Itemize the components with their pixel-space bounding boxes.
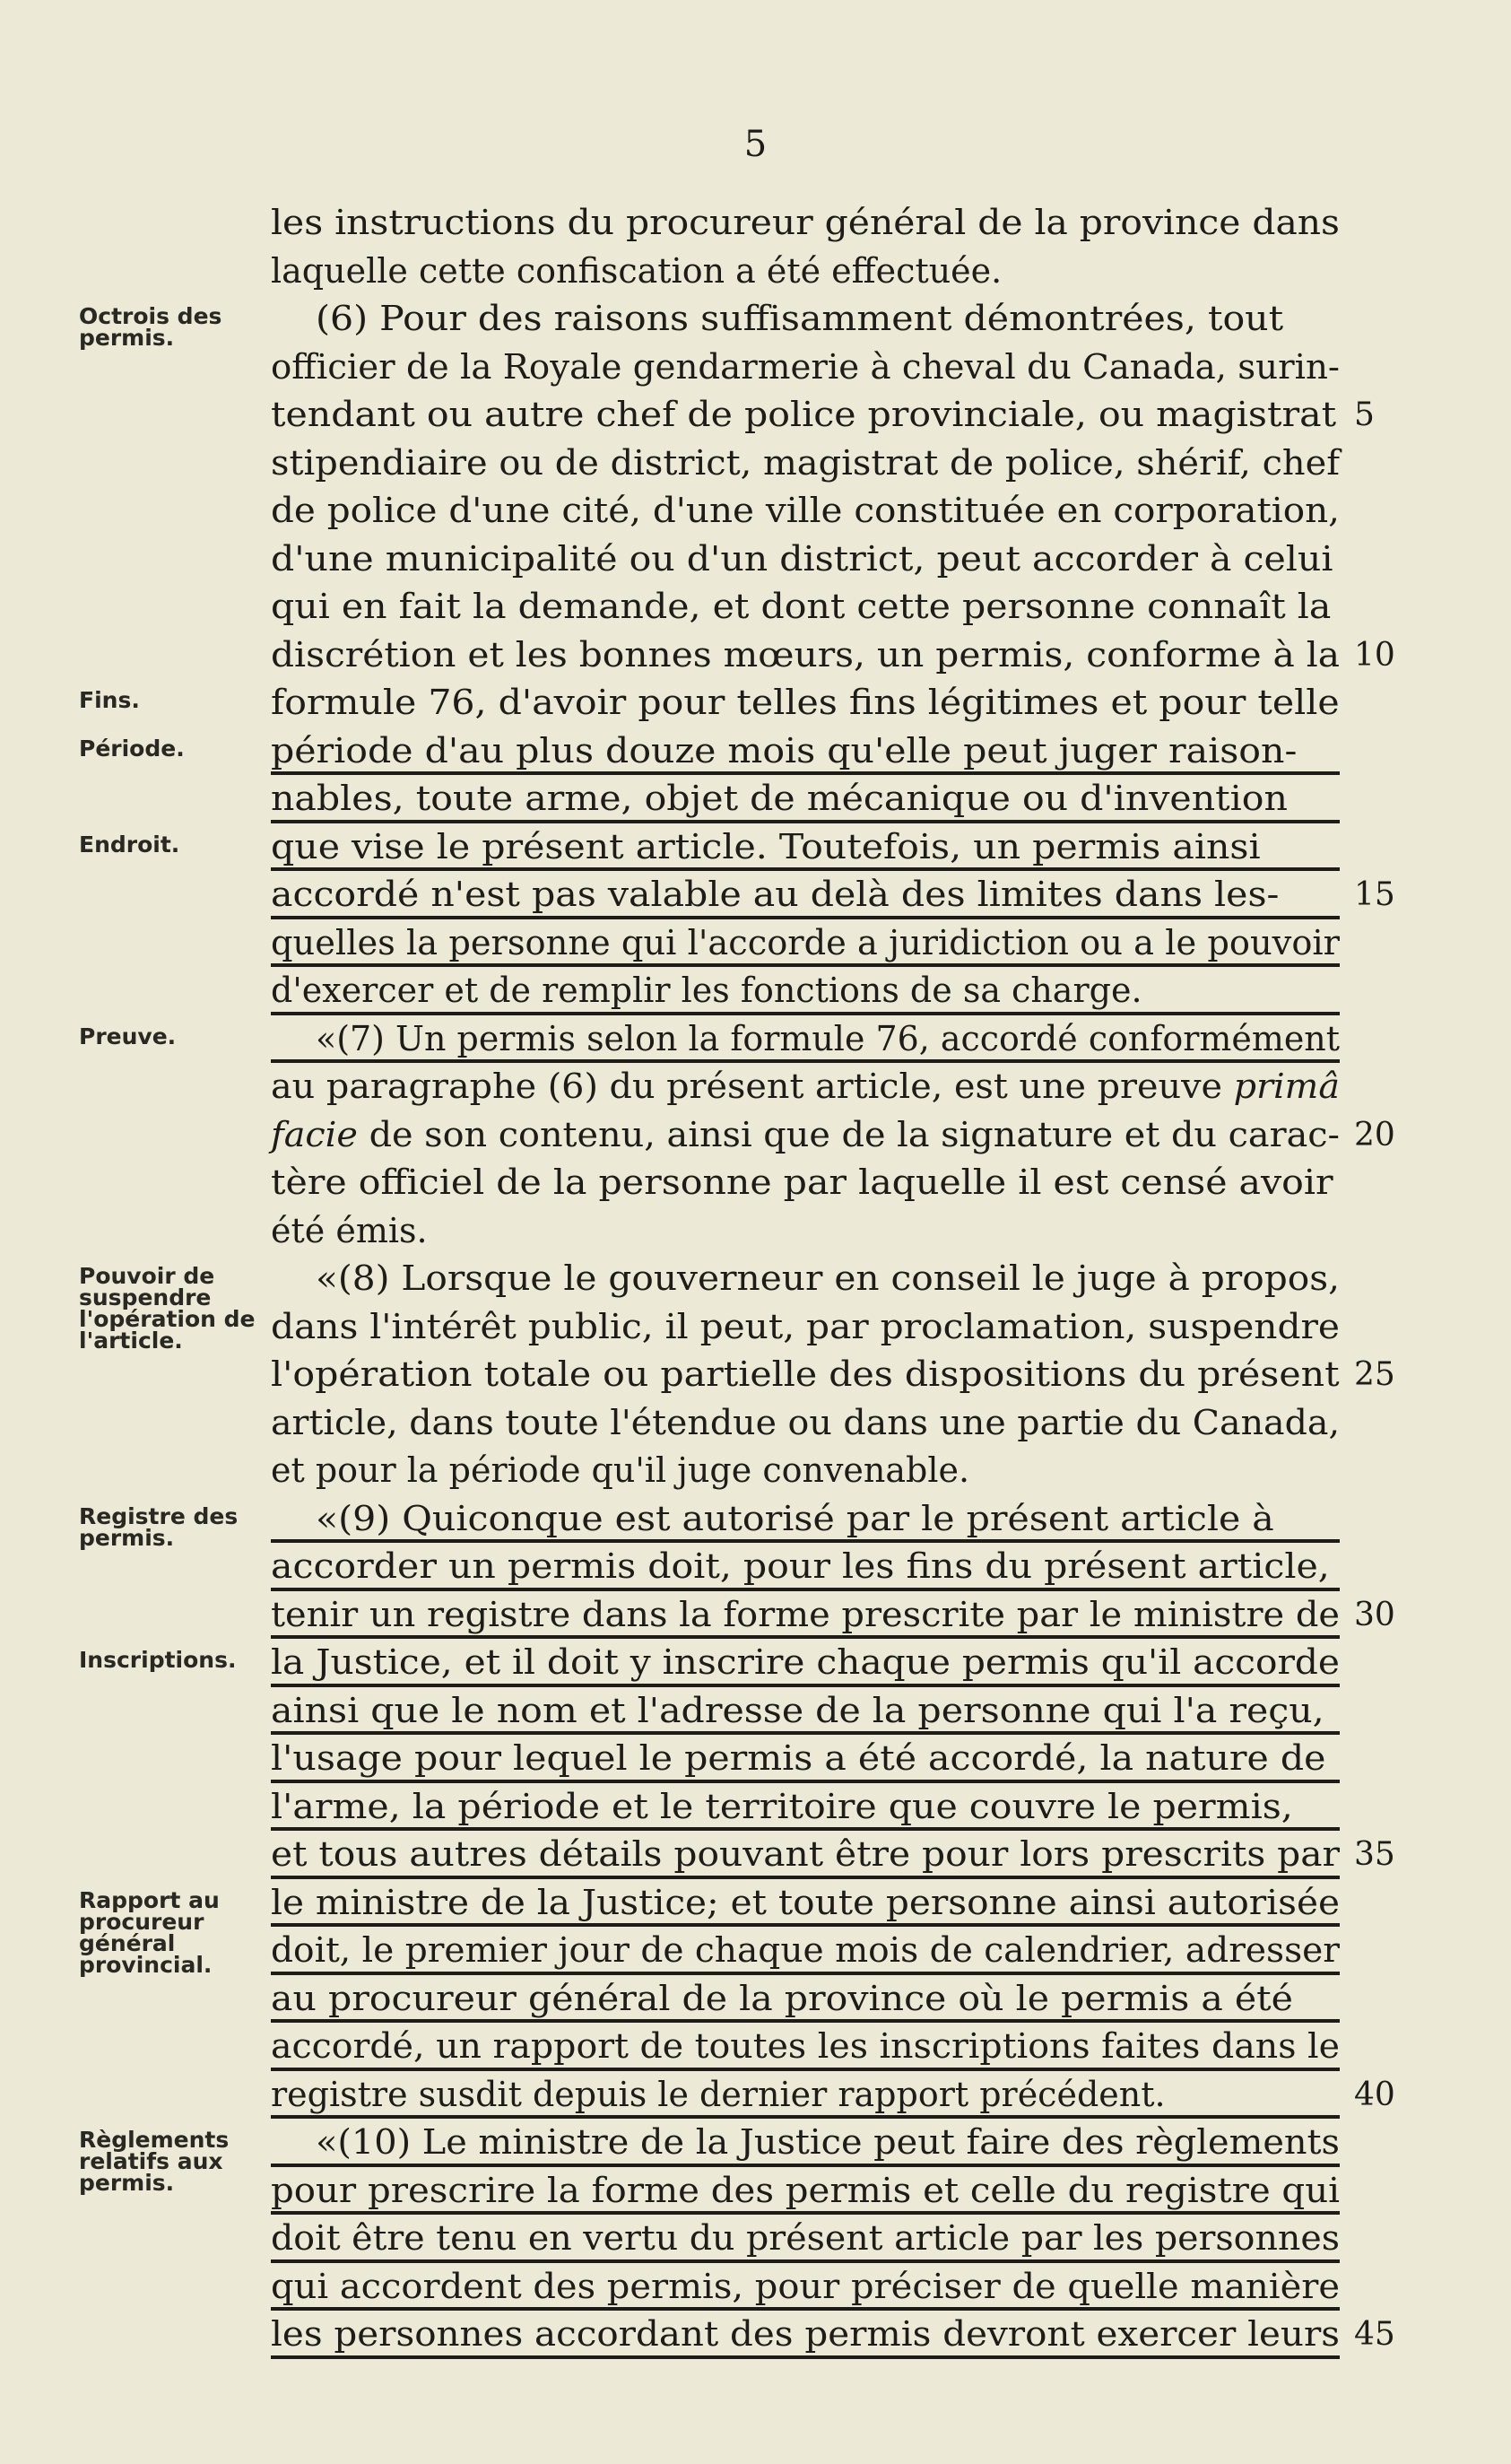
text-line <box>271 1447 1340 1495</box>
margin-note: Pouvoir de suspendre l'opération de l'article. <box>79 1263 256 1354</box>
text-line-content: et pour la période qu'il juge convenable. <box>271 1450 970 1490</box>
text-line <box>271 1879 1340 1928</box>
text-line <box>271 1735 1340 1783</box>
text-line-content: accordé n'est pas valable au delà des limites dans les- <box>271 875 1280 914</box>
text-line-content: (6) Pour des raisons suffisamment démontrées, tout <box>316 299 1284 338</box>
text-line <box>271 199 1340 248</box>
text-line <box>271 1303 1340 1352</box>
text-line-content: discrétion et les bonnes mœurs, un permis, conforme à la <box>271 634 1340 675</box>
text-line <box>271 631 1395 680</box>
line-number: 20 <box>1354 1116 1395 1154</box>
text-line-content: les personnes accordant des permis devront exercer leurs <box>271 2314 1340 2354</box>
text-line-content: article, dans toute l'étendue ou dans une partie du Canada, <box>271 1402 1340 1442</box>
text-line-content: facie de son contenu, ainsi que de la signature et du carac- <box>271 1114 1341 1154</box>
text-line-content: doit, le premier jour de chaque mois de calendrier, adresser <box>271 1930 1340 1970</box>
text-line <box>271 1207 1340 1256</box>
text-line-content: tendant ou autre chef de police provinciale, ou magistrat <box>271 395 1337 434</box>
text-line <box>271 1015 1340 1064</box>
text-line-content: accorder un permis doit, pour les fins du présent article, <box>271 1546 1330 1586</box>
text-line-content: doit être tenu en vertu du présent article par les personnes <box>271 2218 1341 2258</box>
text-line <box>271 1063 1340 1111</box>
text-line-content: officier de la Royale gendarmerie à cheval du Canada, surin- <box>271 346 1340 387</box>
text-line <box>271 1975 1340 2024</box>
line-number: 5 <box>1354 396 1375 433</box>
text-line <box>271 1111 1395 1160</box>
margin-note: Fins. <box>79 687 140 713</box>
text-line <box>271 295 1340 344</box>
margin-note: Registre des permis. <box>79 1502 239 1551</box>
text-line-content: le ministre de la Justice; et toute personne ainsi autorisée <box>271 1882 1341 1922</box>
text-line-content: les instructions du procureur général de la province dans <box>271 203 1340 242</box>
margin-note: Inscriptions. <box>79 1647 237 1673</box>
text-line <box>271 344 1340 392</box>
text-line <box>271 1495 1340 1544</box>
text-line-content: l'opération totale ou partielle des dispositions du présent <box>271 1354 1340 1394</box>
text-line-content: pour prescrire la forme des permis et celle du registre qui <box>271 2170 1340 2210</box>
text-line <box>271 391 1375 440</box>
text-line-content: tère officiel de la personne par laquelle il est censé avoir <box>271 1162 1333 1202</box>
text-line <box>271 1591 1395 1640</box>
text-line-content: «(8) Lorsque le gouverneur en conseil le juge à propos, <box>316 1258 1340 1298</box>
line-number: 45 <box>1354 2316 1395 2353</box>
text-line <box>271 1399 1340 1448</box>
text-line <box>271 2215 1340 2263</box>
text-line <box>271 1543 1340 1591</box>
text-line <box>271 2023 1340 2071</box>
line-number: 10 <box>1354 636 1395 674</box>
text-line <box>271 248 1340 296</box>
text-line-content: quelles la personne qui l'accorde a juridiction ou a le pouvoir <box>271 922 1340 962</box>
text-line <box>271 1831 1395 1879</box>
text-line-content: été émis. <box>271 1210 428 1250</box>
margin-note: Endroit. <box>79 831 180 858</box>
text-line-content: la Justice, et il doit y inscrire chaque permis qu'il accorde <box>271 1642 1340 1682</box>
margin-note: Période. <box>79 735 185 762</box>
text-line <box>271 727 1340 776</box>
line-number: 40 <box>1354 2076 1395 2113</box>
text-line <box>271 1927 1340 1975</box>
text-line-content: qui accordent des permis, pour préciser de quelle manière <box>271 2266 1340 2306</box>
text-line-content: tenir un registre dans la forme prescrite par le ministre de <box>271 1594 1340 1634</box>
text-line <box>271 2167 1340 2216</box>
text-line <box>271 1783 1340 1832</box>
text-line-content: stipendiaire ou de district, magistrat de police, shérif, chef <box>271 442 1340 483</box>
body-text <box>271 199 1395 2359</box>
text-line-content: laquelle cette confiscation a été effectuée. <box>271 250 1003 291</box>
text-line-content: qui en fait la demande, et dont cette personne connaît la <box>271 587 1332 626</box>
text-line-content: formule 76, d'avoir pour telles fins légitimes et pour telle <box>271 683 1340 722</box>
text-line <box>271 775 1340 823</box>
text-line-content: au paragraphe (6) du présent article, est une preuve primâ <box>271 1067 1340 1106</box>
line-number: 15 <box>1354 876 1395 913</box>
text-line <box>271 823 1340 872</box>
text-line-content: «(10) Le ministre de la Justice peut faire des règlements <box>316 2122 1340 2162</box>
text-line-content: ainsi que le nom et l'adresse de la personne qui l'a reçu, <box>271 1690 1324 1730</box>
text-line <box>271 583 1340 631</box>
text-line <box>271 679 1340 727</box>
margin-note: Rapport au procureur général provincial. <box>79 1886 220 1978</box>
text-line <box>271 440 1340 488</box>
text-line-content: de police d'une cité, d'une ville constituée en corporation, <box>271 491 1340 530</box>
text-line <box>271 2071 1395 2120</box>
margin-note: Règlements relatifs aux permis. <box>79 2127 230 2196</box>
line-number: 25 <box>1354 1356 1395 1393</box>
text-line <box>271 2263 1340 2312</box>
text-line <box>271 2119 1340 2167</box>
text-line-content: registre susdit depuis le dernier rapport précédent. <box>271 2074 1166 2114</box>
text-line-content: d'une municipalité ou d'un district, peut accorder à celui <box>271 538 1333 579</box>
line-number: 30 <box>1354 1596 1395 1633</box>
text-line-content: que vise le présent article. Toutefois, un permis ainsi <box>271 826 1261 866</box>
text-line <box>271 535 1340 584</box>
page-number: 5 <box>743 124 768 165</box>
text-line-content: «(7) Un permis selon la formule 76, accordé conformément <box>316 1018 1340 1058</box>
text-line-content: d'exercer et de remplir les fonctions de sa charge. <box>271 971 1142 1010</box>
margin-note: Preuve. <box>79 1023 177 1049</box>
text-line <box>271 1639 1340 1687</box>
text-line-content: nables, toute arme, objet de mécanique ou d'invention <box>271 779 1288 818</box>
text-line <box>271 1687 1340 1736</box>
text-line-content: et tous autres détails pouvant être pour lors prescrits par <box>271 1834 1340 1874</box>
text-line <box>271 967 1340 1015</box>
text-line-content: l'usage pour lequel le permis a été accordé, la nature de <box>271 1738 1326 1778</box>
text-line <box>271 919 1340 968</box>
text-line-content: «(9) Quiconque est autorisé par le présent article à <box>316 1498 1274 1538</box>
text-line-content: l'arme, la période et le territoire que couvre le permis, <box>271 1786 1293 1826</box>
text-line <box>271 1255 1340 1303</box>
text-line <box>271 487 1340 535</box>
text-line <box>271 1351 1395 1399</box>
text-line <box>271 871 1395 919</box>
text-line-content: dans l'intérêt public, il peut, par proclamation, suspendre <box>271 1306 1340 1346</box>
text-line-content: accordé, un rapport de toutes les inscriptions faites dans le <box>271 2026 1340 2066</box>
margin-note: Octrois des permis. <box>79 303 222 351</box>
text-line <box>271 1159 1340 1207</box>
line-number: 35 <box>1354 1836 1395 1873</box>
text-line <box>271 2311 1395 2359</box>
text-line-content: au procureur général de la province où le permis a été <box>271 1978 1293 2018</box>
text-line-content: période d'au plus douze mois qu'elle peut juger raison- <box>271 730 1298 771</box>
